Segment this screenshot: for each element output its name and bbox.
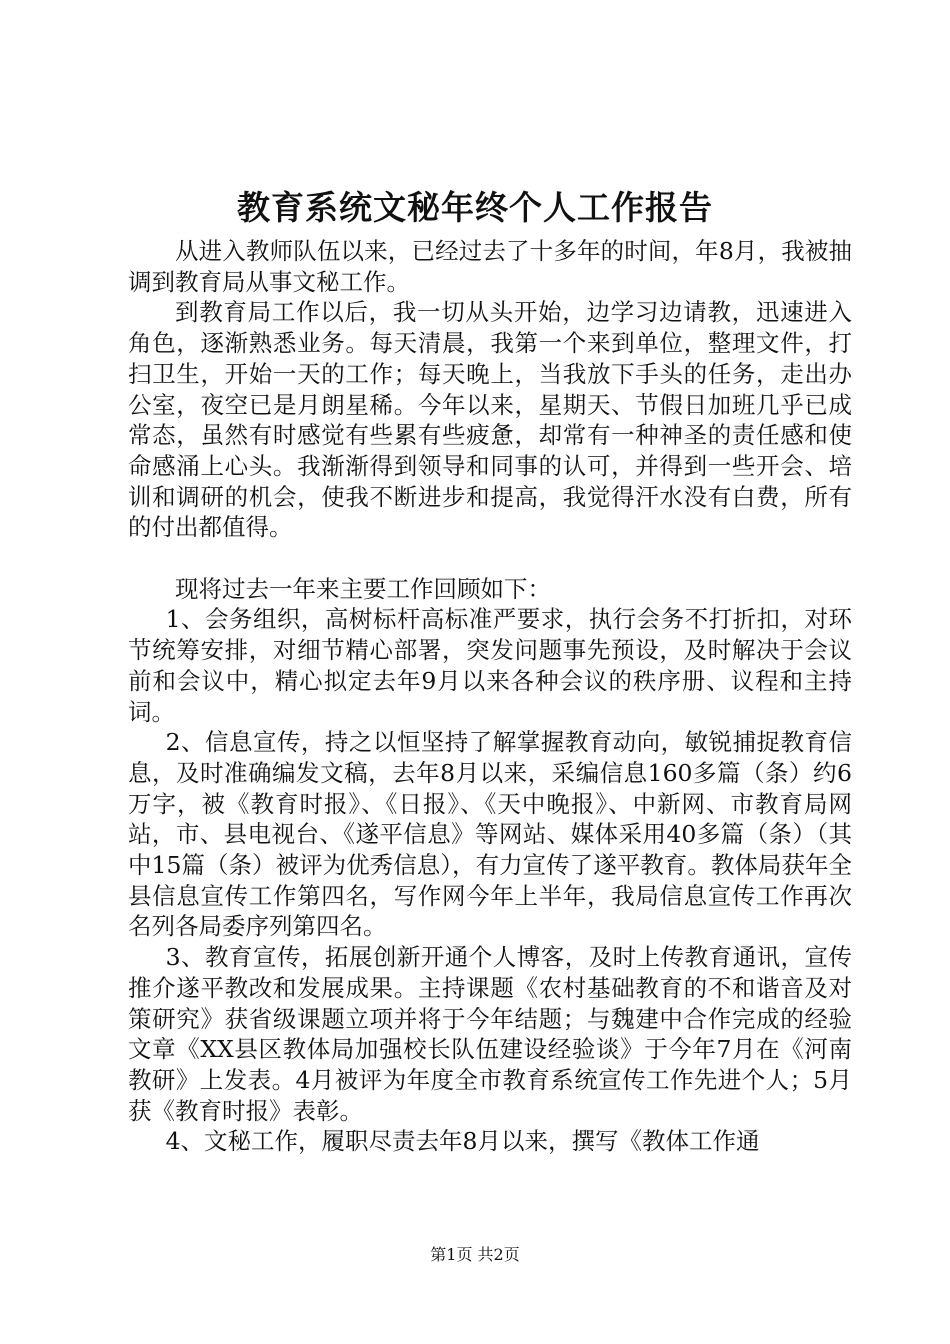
paragraph-item-1-meetings: 1、会务组织，高树标杆高标准严要求，执行会务不打折扣，对环节统筹安排，对细节精心部署，突发问题事先预设，及时解决于会议前和会议中，精心拟定去年9月以来各种会议的秩序册、议程和主持词。: [128, 605, 852, 726]
paragraph-item-4-secretarial: 4、文秘工作，履职尽责去年8月以来，撰写《教体工作通: [165, 1127, 760, 1156]
document-body: [128, 236, 852, 1157]
document-title: 教育系统文秘年终个人工作报告: [237, 188, 713, 227]
paragraph-item-2-information: 2、信息宣传，持之以恒坚持了解掌握教育动向，敏锐捕捉教育信息，及时准确编发文稿，去年8月以来，采编信息160多篇（条）约6万字，被《教育时报》、《日报》、《天中晚报》、中新网、市教育局网站，市、县电视台、《遂平信息》等网站、媒体采用40多篇（条）（其中15篇（条）被评为优秀信息），有力宣传了遂平教育。教体局获年全县信息宣传工作第四名，写作网今年上半年，我局信息宣传工作再次名列各局委序列第四名。: [128, 728, 852, 941]
paragraph-item-3-education-publicity: 3、教育宣传，拓展创新开通个人博客，及时上传教育通讯，宣传推介遂平教改和发展成果。主持课题《农村基础教育的不和谐音及对策研究》获省级课题立项并将于今年结题；与魏建中合作完成的经验文章《XX县区教体局加强校长队伍建设经验谈》于今年7月在《河南教研》上发表。4月被评为年度全市教育系统宣传工作先进个人；5月获《教育时报》表彰。: [128, 943, 852, 1125]
paragraph-intro: 从进入教师队伍以来，已经过去了十多年的时间，年8月，我被抽调到教育局从事文秘工作。: [128, 237, 852, 296]
page-number-footer: 第1页 共2页: [430, 1245, 520, 1264]
paragraph-review-heading: 现将过去一年来主要工作回顾如下：: [175, 574, 551, 603]
paragraph-spacer: [128, 543, 852, 574]
paragraph-work-experience: 到教育局工作以后，我一切从头开始，边学习边请教，迅速进入角色，逐渐熟悉业务。每天清晨，我第一个来到单位，整理文件，打扫卫生，开始一天的工作；每天晚上，当我放下手头的任务，走出办公室，夜空已是月朗星稀。今年以来，星期天、节假日加班几乎已成常态，虽然有时感觉有些累有些疲惫，却常有一种神圣的责任感和使命感涌上心头。我渐渐得到领导和同事的认可，并得到一些开会、培训和调研的机会，使我不断进步和提高，我觉得汗水没有白费，所有的付出都值得。: [128, 298, 852, 542]
